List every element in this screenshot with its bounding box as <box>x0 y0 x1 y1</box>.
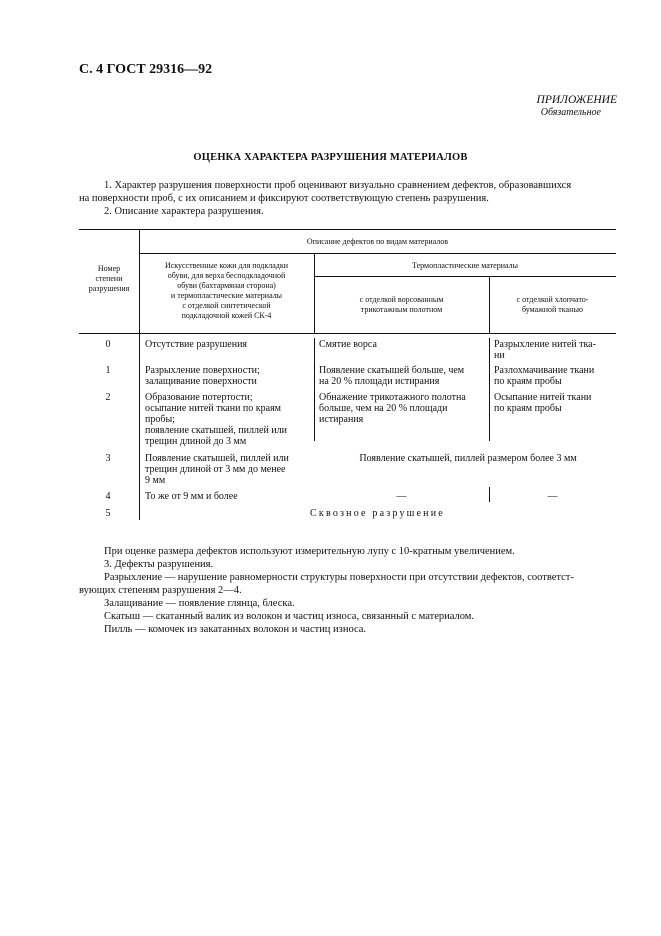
row-merged-cell: Появление скатышей, пиллей размером более 3 мм <box>359 453 577 464</box>
intro-paragraph-1-line-2: на поверхности проб, с их описанием и фиксируют соответствующую степень разрушения. <box>79 193 489 204</box>
row-number: 1 <box>105 365 111 376</box>
row-cell: Осыпание нитей ткани по краям пробы <box>494 392 592 414</box>
row-cell: Разлохмачивание ткани по краям пробы <box>494 365 595 387</box>
header-cotton-finish: с отделкой хлопчато- бумажной тканью <box>516 295 589 314</box>
row-cell: Разрыхление нитей тка- ни <box>494 339 596 361</box>
header-degree: Номер степени разрушения <box>88 264 130 293</box>
row-cell: Появление скатышей, пиллей или трещин длиной от 3 мм до менее 9 мм <box>145 453 289 486</box>
row-cell: Обнажение трикотажного полотна больше, чем на 20 % площади истирания <box>319 392 466 425</box>
definition-roll: Скатыш — скатанный валик из волокон и частиц износа, связанный с материалом. <box>104 611 475 622</box>
row-cell: — <box>547 491 558 502</box>
intro-paragraph-2: 2. Описание характера разрушения. <box>104 206 264 217</box>
header-artificial-leather: Искусственные кожи для подкладки обуви, для верха бесподкладочной обуви (бахтармяная сторона) и термопластические материалы с отделкой синтетической подкладочной кожей СК-4 <box>164 261 289 320</box>
row-number: 4 <box>105 491 111 502</box>
definition-pill: Пилль — комочек из закатанных волокон и частиц износа. <box>104 624 367 635</box>
page-header: С. 4 ГОСТ 29316—92 <box>79 62 213 77</box>
row-cell: То же от 9 мм и более <box>145 491 238 502</box>
row-cell: Отсутствие разрушения <box>145 339 248 350</box>
definition-glazing: Залащивание — появление глянца, блеска. <box>104 598 295 609</box>
header-fleece-finish: с отделкой ворсованным трикотажным полотном <box>359 295 444 314</box>
definition-loosening-line-2: вующих степеням разрушения 2—4. <box>79 585 242 596</box>
intro-paragraph-1-line-1: 1. Характер разрушения поверхности проб оценивают визуально сравнением дефектов, образовавшихся <box>104 180 572 191</box>
document-title: ОЦЕНКА ХАРАКТЕРА РАЗРУШЕНИЯ МАТЕРИАЛОВ <box>193 152 468 163</box>
row-cell: — <box>396 491 407 502</box>
row-merged-cell: Сквозное разрушение <box>310 508 445 519</box>
appendix-subtitle: Обязательное <box>540 107 601 118</box>
note-magnifier: При оценке размера дефектов используют измерительную лупу с 10-кратным увеличением. <box>104 546 515 557</box>
note-section-3: 3. Дефекты разрушения. <box>104 559 214 570</box>
row-cell: Смятие ворса <box>319 339 377 350</box>
row-cell: Появление скатышей больше, чем на 20 % площади истирания <box>319 365 465 387</box>
row-cell: Образование потертости; осыпание нитей ткани по краям пробы; появление скатышей, пиллей или трещин длиной до 3 мм <box>145 392 287 447</box>
appendix-title: ПРИЛОЖЕНИЕ <box>536 94 617 106</box>
header-thermoplastic: Термопластические материалы <box>412 261 518 270</box>
row-number: 0 <box>105 339 111 350</box>
row-number: 5 <box>105 508 111 519</box>
row-number: 2 <box>105 392 111 403</box>
row-number: 3 <box>105 453 111 464</box>
row-cell: Разрыхление поверхности; залащивание поверхности <box>145 365 260 387</box>
definition-loosening-line-1: Разрыхление — нарушение равномерности структуры поверхности при отсутствии дефектов, соответст- <box>104 572 574 583</box>
header-description: Описание дефектов по видам материалов <box>306 237 449 246</box>
